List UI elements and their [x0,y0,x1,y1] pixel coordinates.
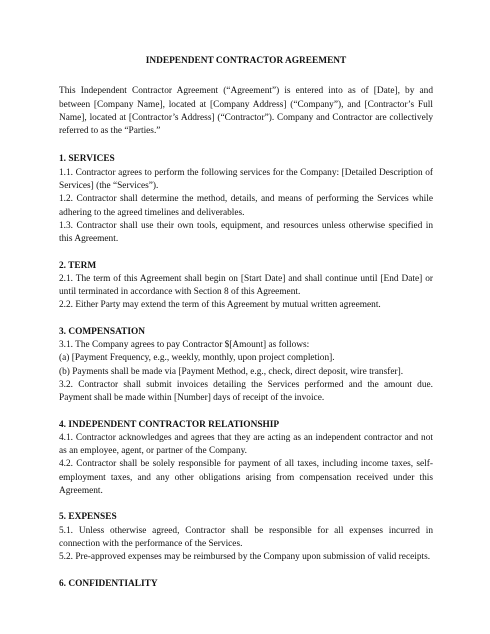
clause-2-2: 2.2. Either Party may extend the term of this Agreement by mutual written agreement. [59,300,381,311]
clause-5-2: 5.2. Pre-approved expenses may be reimbursed by the Company upon submission of valid receipts. [59,552,431,563]
clause-3-1-b: (b) Payments shall be made via [Payment Method, e.g., check, direct deposit, wire transfer]. [59,366,404,377]
clause-1-2: 1.2. Contractor shall determine the method, details, and means of performing the Services while adhering to the agreed timelines and deliverables. [59,194,433,218]
clause-4-1: 4.1. Contractor acknowledges and agrees that they are acting as an independent contractor and not as an employee, agent, or partner of the Company. [59,432,433,457]
section-term [59,260,433,313]
section-compensation [59,326,433,406]
section-heading: 3. COMPENSATION [59,326,146,337]
section-heading: 5. EXPENSES [59,512,117,523]
section-confidentiality [59,578,433,591]
clause-3-1-a: (a) [Payment Frequency, e.g., weekly, monthly, upon project completion]. [59,353,335,364]
clause-1-3: 1.3. Contractor shall use their own tools, equipment, and resources unless otherwise specified in this Agreement. [59,220,433,245]
section-relationship [59,419,433,499]
intro-paragraph: This Independent Contractor Agreement (“Agreement”) is entered into as of [Date], by and between [Company Name], located at [Company Address] (“Company”), and [Contractor’s Full Name], located at [Contractor’s Address] (“Contractor”). Company and Contractor are collectively referred to as the “Parties.” [59,86,433,137]
section-heading: 2. TERM [59,260,97,271]
section-heading: 4. INDEPENDENT CONTRACTOR RELATIONSHIP [59,419,280,430]
section-services [59,153,433,246]
clause-1-1: 1.1. Contractor agrees to perform the following services for the Company: [Detailed Description of Services] (the “Services”). [59,167,433,192]
section-heading: 6. CONFIDENTIALITY [59,578,158,589]
document-body [59,55,433,604]
clause-4-2: 4.2. Contractor shall be solely responsible for payment of all taxes, including income taxes, self-employment taxes, and any other obligations arising from compensation received under this Agreement. [59,459,433,497]
section-heading: 1. SERVICES [59,154,115,165]
clause-5-1: 5.1. Unless otherwise agreed, Contractor shall be responsible for all expenses incurred in connection with the performance of the Services. [59,525,433,549]
clause-3-1: 3.1. The Company agrees to pay Contractor $[Amount] as follows: [59,340,310,351]
clause-3-2: 3.2. Contractor shall submit invoices detailing the Services performed and the amount due. Payment shall be made within [Number] days of receipt of the invoice. [59,379,433,404]
clause-2-1: 2.1. The term of this Agreement shall begin on [Start Date] and shall continue until [End Date] or until terminated in accordance with Section 8 of this Agreement. [59,273,433,298]
section-expenses [59,511,433,564]
document-title: INDEPENDENT CONTRACTOR AGREEMENT [145,56,347,66]
